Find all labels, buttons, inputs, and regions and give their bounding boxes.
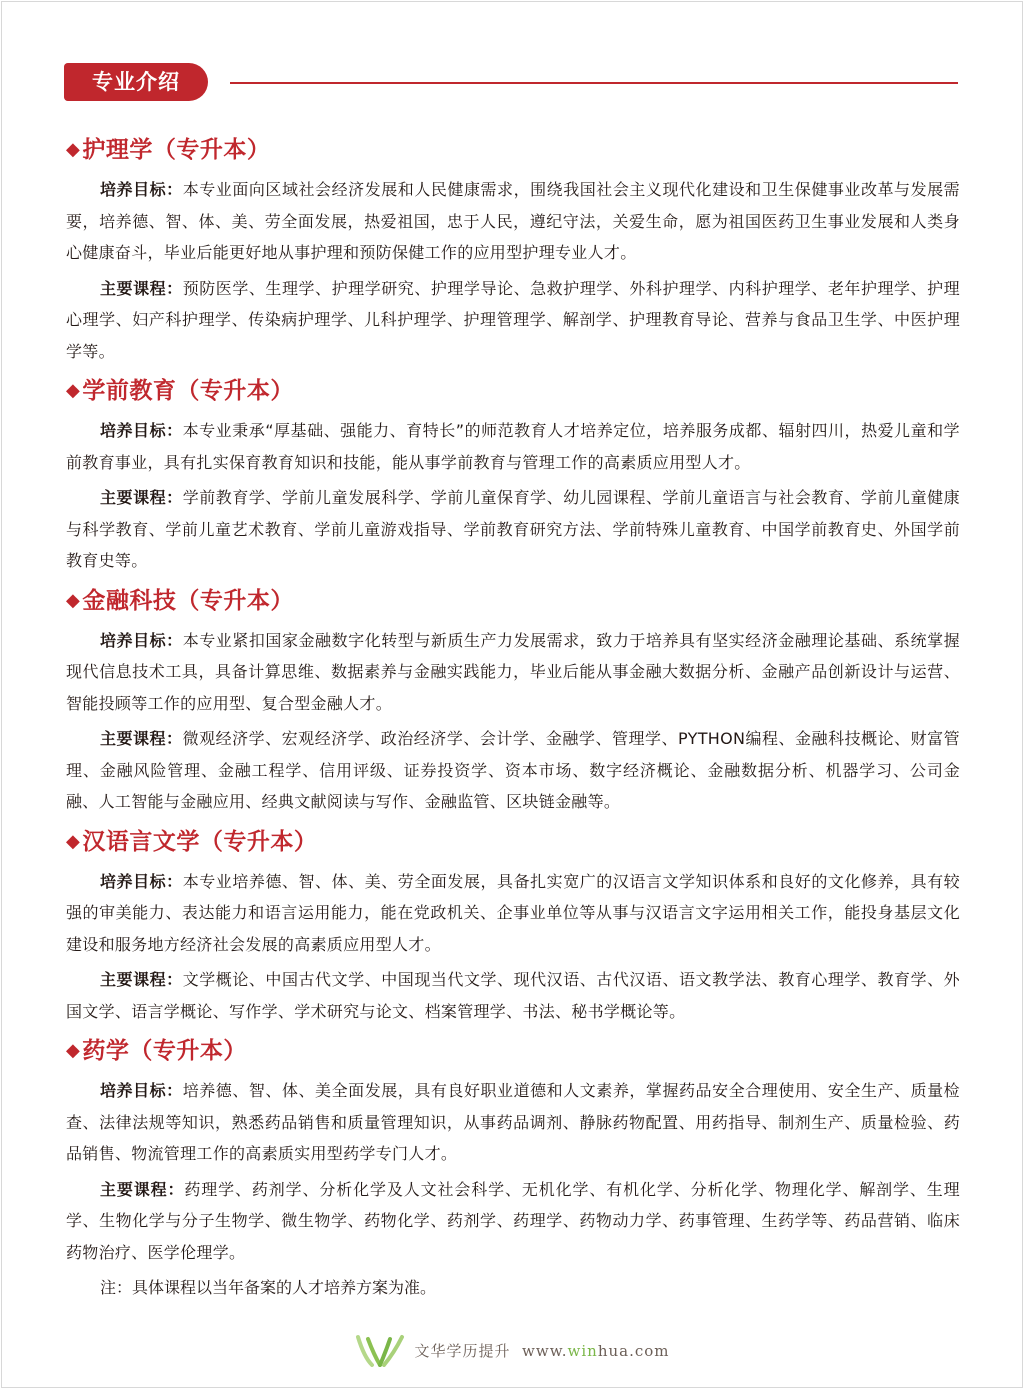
- main-courses: [66, 482, 960, 577]
- section-header-tag: 专业介绍: [64, 63, 208, 101]
- major-title: [66, 130, 960, 170]
- training-goal: [66, 415, 960, 478]
- major-section: [66, 1031, 960, 1268]
- goal-label: 培养目标：: [100, 1081, 183, 1100]
- goal-label: 培养目标：: [100, 630, 183, 650]
- winhua-logo-icon: [354, 1333, 406, 1367]
- courses-label: 主要课程：: [100, 488, 183, 507]
- training-goal: [66, 866, 960, 961]
- header-divider: [230, 82, 958, 84]
- courses-text: 文学概论、中国古代文学、中国现当代文学、现代汉语、古代汉语、语文教学法、教育心理学、教育学、外国文学、语言学概论、写作学、学术研究与论文、档案管理学、书法、秘书学概论等。: [66, 970, 960, 1021]
- main-courses: [66, 964, 960, 1027]
- major-title: [66, 371, 960, 411]
- diamond-bullet-icon: ◆: [66, 1040, 81, 1061]
- goal-label: 培养目标：: [100, 180, 183, 199]
- footer-brand: [414, 1340, 669, 1361]
- major-section: [66, 581, 960, 818]
- major-title: [66, 1031, 960, 1071]
- goal-label: 培养目标：: [100, 421, 183, 440]
- courses-text: 预防医学、生理学、护理学研究、护理学导论、急救护理学、外科护理学、内科护理学、老年护理学、护理心理学、妇产科护理学、传染病护理学、儿科护理学、护理管理学、解剖学、护理教育导论、营养与食品卫生学、中医护理学等。: [66, 278, 960, 361]
- major-title: [66, 581, 960, 621]
- courses-label: 主要课程：: [100, 729, 183, 748]
- training-goal: [66, 625, 960, 720]
- training-goal: [66, 174, 960, 269]
- diamond-bullet-icon: ◆: [66, 139, 81, 160]
- diamond-bullet-icon: ◆: [66, 380, 81, 401]
- courses-text: 微观经济学、宏观经济学、政治经济学、会计学、金融学、管理学、PYTHON编程、金融科技概论、财富管理、金融风险管理、金融工程学、信用评级、证券投资学、资本市场、数字经济概论、金融数据分析、机器学习、公司金融、人工智能与金融应用、经典文献阅读与写作、金融监管、区块链金融等。: [66, 729, 960, 811]
- footer-url-suffix: hua.com: [597, 1341, 670, 1360]
- goal-text: 培养德、智、体、美全面发展，具有良好职业道德和人文素养，掌握药品安全合理使用、安全生产、质量检查、法律法规等知识，熟悉药品销售和质量管理知识，从事药品调剂、静脉药物配置、用药指导、制剂生产、质量检验、药品销售、物流管理工作的高素质实用型药学专门人才。: [66, 1081, 960, 1163]
- major-title-text: 金融科技（专升本）: [82, 587, 294, 614]
- courses-label: 主要课程：: [100, 278, 183, 298]
- courses-label: 主要课程：: [100, 970, 183, 989]
- courses-label: 主要课程：: [100, 1179, 185, 1199]
- goal-label: 培养目标：: [100, 871, 183, 891]
- footer-url-prefix: www.: [522, 1341, 568, 1360]
- major-title-text: 汉语言文学（专升本）: [82, 828, 318, 855]
- major-title-text: 护理学（专升本）: [82, 137, 271, 163]
- footer-brand-name: 文华学历提升: [414, 1341, 511, 1360]
- training-goal: [66, 1075, 960, 1170]
- footnote: 注：具体课程以当年备案的人才培养方案为准。: [100, 1278, 437, 1297]
- courses-text: 学前教育学、学前儿童发展科学、学前儿童保育学、幼儿园课程、学前儿童语言与社会教育、学前儿童健康与科学教育、学前儿童艺术教育、学前儿童游戏指导、学前教育研究方法、学前特殊儿童教育、中国学前教育史、外国学前教育史等。: [66, 488, 960, 570]
- diamond-bullet-icon: ◆: [66, 830, 81, 852]
- goal-text: 本专业面向区域社会经济发展和人民健康需求，围绕我国社会主义现代化建设和卫生保健事业改革与发展需要，培养德、智、体、美、劳全面发展，热爱祖国，忠于人民，遵纪守法，关爱生命，愿为祖国医药卫生事业发展和人类身心健康奋斗，毕业后能更好地从事护理和预防保健工作的应用型护理专业人才。: [66, 180, 960, 262]
- majors-content: [66, 130, 960, 1304]
- major-title: [66, 822, 960, 862]
- major-section: [66, 822, 960, 1028]
- goal-text: 本专业秉承“厚基础、强能力、育特长”的师范教育人才培养定位，培养服务成都、辐射四川，热爱儿童和学前教育事业，具有扎实保育教育知识和技能，能从事学前教育与管理工作的高素质应用型人才。: [66, 421, 960, 472]
- main-courses: [66, 1174, 960, 1269]
- goal-text: 本专业培养德、智、体、美、劳全面发展，具备扎实宽广的汉语言文学知识体系和良好的文化修养，具有较强的审美能力、表达能力和语言运用能力，能在党政机关、企事业单位等从事与汉语言文字运用相关工作，能投身基层文化建设和服务地方经济社会发展的高素质应用型人才。: [66, 871, 960, 954]
- goal-text: 本专业紧扣国家金融数字化转型与新质生产力发展需求，致力于培养具有坚实经济金融理论基础、系统掌握现代信息技术工具，具备计算思维、数据素养与金融实践能力，毕业后能从事金融大数据分析、金融产品创新设计与运营、智能投顾等工作的应用型、复合型金融人才。: [66, 630, 960, 713]
- major-section: [66, 130, 960, 367]
- main-courses: [66, 723, 960, 818]
- footer-url-highlight: win: [567, 1341, 598, 1360]
- major-section: [66, 371, 960, 577]
- major-title-text: 学前教育（专升本）: [82, 378, 294, 404]
- main-courses: [66, 273, 960, 368]
- major-title-text: 药学（专升本）: [82, 1038, 247, 1064]
- courses-text: 药理学、药剂学、分析化学及人文社会科学、无机化学、有机化学、分析化学、物理化学、解剖学、生理学、生物化学与分子生物学、微生物学、药物化学、药剂学、药理学、药物动力学、药事管理、生药学等、药品营销、临床药物治疗、医学伦理学。: [66, 1179, 960, 1262]
- diamond-bullet-icon: ◆: [66, 589, 81, 611]
- footer: [0, 1332, 1024, 1368]
